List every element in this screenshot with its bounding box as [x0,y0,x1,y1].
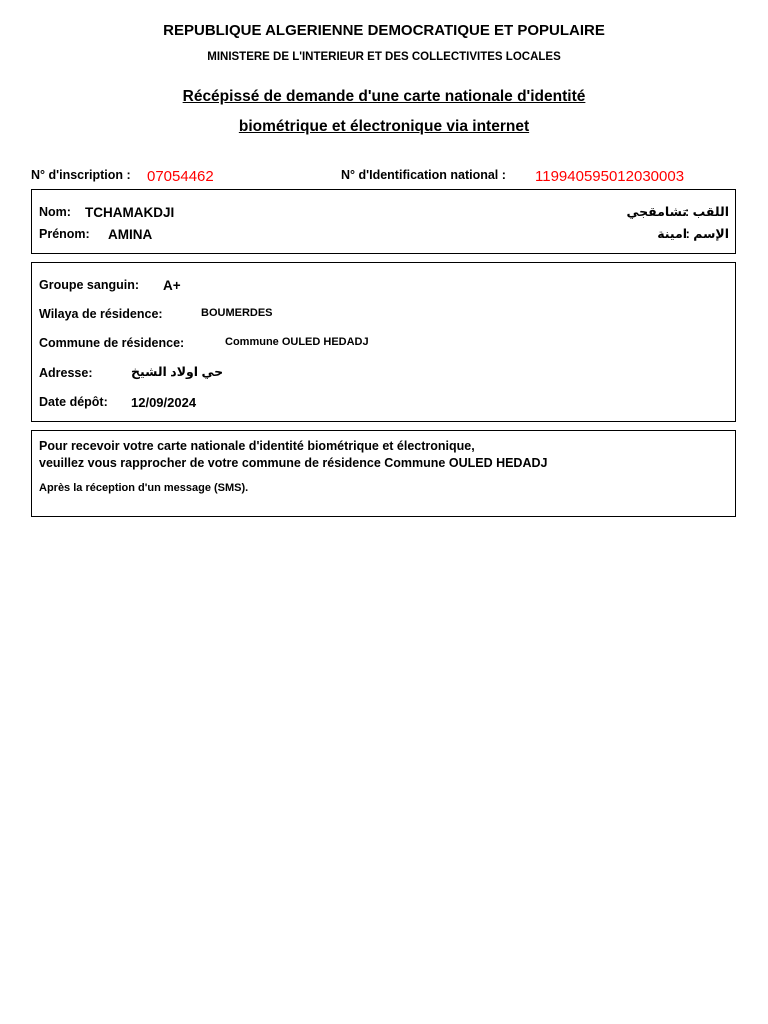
nom-arabic-value: تشامقجي [626,205,687,219]
notice-line2: veuillez vous rapprocher de votre commune de résidence Commune OULED HEDADJ [39,456,548,470]
commune-label: Commune de résidence: [39,336,185,350]
prenom-arabic-value: امينة [657,227,687,241]
notice-line1: Pour recevoir votre carte nationale d'identité biométrique et électronique, [39,439,475,453]
document-title-line1: Récépissé de demande d'une carte nationale d'identité [182,88,586,105]
nom-arabic-label: اللقب : [685,205,729,219]
prenom-value: AMINA [108,227,153,242]
notice-sms: Après la réception d'un message (SMS). [39,482,249,494]
adresse-label: Adresse: [39,366,93,380]
commune-value: Commune OULED HEDADJ [225,336,369,348]
nom-label: Nom: [39,205,71,219]
inscription-label: N° d'inscription : [31,168,131,182]
identity-box [31,189,736,254]
date-depot-value: 12/09/2024 [131,395,197,410]
wilaya-value: BOUMERDES [201,307,273,319]
prenom-label: Prénom: [39,227,90,241]
adresse-value: حي اولاد الشيخ [131,365,224,379]
document-title-line2: biométrique et électronique via internet [238,118,530,135]
blood-group-label: Groupe sanguin: [39,278,139,292]
national-id-number: 119940595012030003 [535,168,685,185]
ministry-heading: MINISTERE DE L'INTERIEUR ET DES COLLECTIVITES LOCALES [207,51,561,63]
date-depot-label: Date dépôt: [39,395,108,409]
prenom-arabic-label: الإسم : [685,227,729,241]
blood-group-value: A+ [163,278,181,293]
nom-value: TCHAMAKDJI [85,205,175,220]
wilaya-label: Wilaya de résidence: [39,307,163,321]
national-id-label: N° d'Identification national : [341,168,506,182]
republic-heading: REPUBLIQUE ALGERIENNE DEMOCRATIQUE ET POPULAIRE [163,22,605,39]
inscription-number: 07054462 [147,168,214,185]
